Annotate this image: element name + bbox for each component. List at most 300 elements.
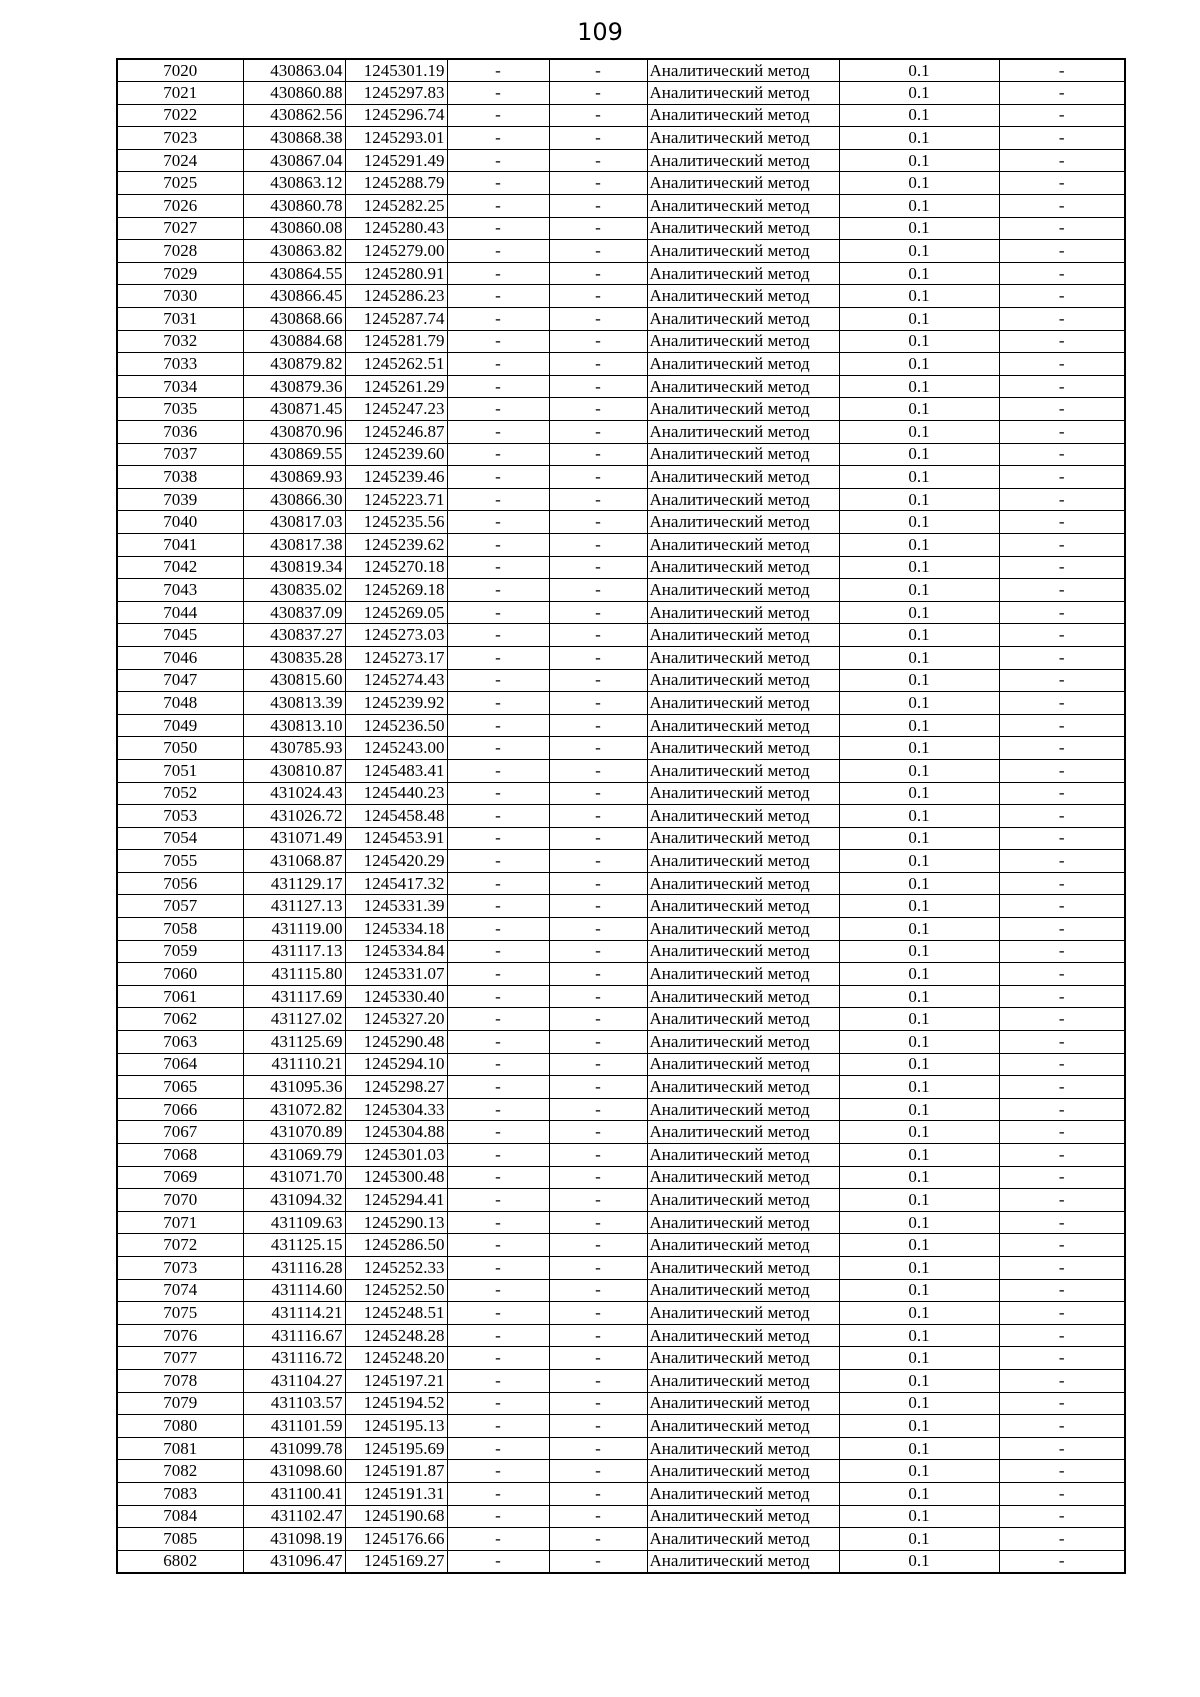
table-row <box>117 579 1125 602</box>
cell-dash-cell: - <box>447 1189 549 1212</box>
method-cell: Аналитический метод <box>647 1121 839 1144</box>
method-cell: Аналитический метод <box>647 1302 839 1325</box>
cell-dash-cell: - <box>549 1505 647 1528</box>
cell-dash-cell: - <box>549 692 647 715</box>
cell-dash-cell: - <box>549 217 647 240</box>
cell-dash-cell: - <box>549 918 647 941</box>
coord-y-cell: 1245262.51 <box>345 353 447 376</box>
coord-x-cell: 431024.43 <box>243 782 345 805</box>
method-cell: Аналитический метод <box>647 1528 839 1551</box>
cell-dash-cell: - <box>999 895 1125 918</box>
method-cell: Аналитический метод <box>647 1437 839 1460</box>
method-cell: Аналитический метод <box>647 1076 839 1099</box>
coord-y-cell: 1245297.83 <box>345 82 447 105</box>
accuracy-cell: 0.1 <box>839 149 999 172</box>
cell-dash-cell: - <box>549 714 647 737</box>
method-cell: Аналитический метод <box>647 1482 839 1505</box>
coord-x-cell: 430868.38 <box>243 127 345 150</box>
coord-x-cell: 431114.21 <box>243 1302 345 1325</box>
point-number-cell: 7076 <box>117 1324 243 1347</box>
accuracy-cell: 0.1 <box>839 714 999 737</box>
method-cell: Аналитический метод <box>647 1279 839 1302</box>
cell-dash-cell: - <box>549 872 647 895</box>
point-number-cell: 7022 <box>117 104 243 127</box>
table-row <box>117 692 1125 715</box>
cell-dash-cell: - <box>549 1098 647 1121</box>
accuracy-cell: 0.1 <box>839 1211 999 1234</box>
method-cell: Аналитический метод <box>647 533 839 556</box>
cell-dash-cell: - <box>447 1505 549 1528</box>
cell-dash-cell: - <box>447 1437 549 1460</box>
point-number-cell: 7025 <box>117 172 243 195</box>
cell-dash-cell: - <box>447 1528 549 1551</box>
cell-dash-cell: - <box>549 1392 647 1415</box>
cell-dash-cell: - <box>999 1415 1125 1438</box>
cell-dash-cell: - <box>447 646 549 669</box>
coord-x-cell: 431115.80 <box>243 963 345 986</box>
cell-dash-cell: - <box>447 963 549 986</box>
cell-dash-cell: - <box>999 692 1125 715</box>
cell-dash-cell: - <box>447 240 549 263</box>
cell-dash-cell: - <box>447 172 549 195</box>
table-row <box>117 985 1125 1008</box>
coord-y-cell: 1245294.10 <box>345 1053 447 1076</box>
table-row <box>117 1098 1125 1121</box>
method-cell: Аналитический метод <box>647 759 839 782</box>
table-row <box>117 1256 1125 1279</box>
cell-dash-cell: - <box>999 646 1125 669</box>
cell-dash-cell: - <box>447 1121 549 1144</box>
table-row <box>117 646 1125 669</box>
cell-dash-cell: - <box>999 285 1125 308</box>
accuracy-cell: 0.1 <box>839 985 999 1008</box>
cell-dash-cell: - <box>999 1211 1125 1234</box>
accuracy-cell: 0.1 <box>839 579 999 602</box>
cell-dash-cell: - <box>549 759 647 782</box>
point-number-cell: 7073 <box>117 1256 243 1279</box>
cell-dash-cell: - <box>447 624 549 647</box>
cell-dash-cell: - <box>447 1369 549 1392</box>
accuracy-cell: 0.1 <box>839 850 999 873</box>
table-row <box>117 1302 1125 1325</box>
point-number-cell: 7029 <box>117 262 243 285</box>
cell-dash-cell: - <box>447 330 549 353</box>
cell-dash-cell: - <box>549 466 647 489</box>
coord-x-cell: 431129.17 <box>243 872 345 895</box>
cell-dash-cell: - <box>447 82 549 105</box>
method-cell: Аналитический метод <box>647 985 839 1008</box>
accuracy-cell: 0.1 <box>839 759 999 782</box>
coord-y-cell: 1245246.87 <box>345 421 447 444</box>
accuracy-cell: 0.1 <box>839 1482 999 1505</box>
table-row <box>117 1031 1125 1054</box>
method-cell: Аналитический метод <box>647 1460 839 1483</box>
point-number-cell: 7084 <box>117 1505 243 1528</box>
cell-dash-cell: - <box>999 872 1125 895</box>
cell-dash-cell: - <box>447 872 549 895</box>
cell-dash-cell: - <box>999 1505 1125 1528</box>
cell-dash-cell: - <box>447 127 549 150</box>
point-number-cell: 7063 <box>117 1031 243 1054</box>
coord-x-cell: 430817.03 <box>243 511 345 534</box>
cell-dash-cell: - <box>999 59 1125 82</box>
accuracy-cell: 0.1 <box>839 195 999 218</box>
accuracy-cell: 0.1 <box>839 1528 999 1551</box>
point-number-cell: 7069 <box>117 1166 243 1189</box>
point-number-cell: 7079 <box>117 1392 243 1415</box>
point-number-cell: 7070 <box>117 1189 243 1212</box>
table-row <box>117 511 1125 534</box>
coord-y-cell: 1245290.13 <box>345 1211 447 1234</box>
coord-y-cell: 1245235.56 <box>345 511 447 534</box>
table-row <box>117 737 1125 760</box>
point-number-cell: 7041 <box>117 533 243 556</box>
point-number-cell: 7043 <box>117 579 243 602</box>
accuracy-cell: 0.1 <box>839 692 999 715</box>
accuracy-cell: 0.1 <box>839 533 999 556</box>
cell-dash-cell: - <box>549 1144 647 1167</box>
method-cell: Аналитический метод <box>647 1211 839 1234</box>
coord-x-cell: 430879.36 <box>243 375 345 398</box>
accuracy-cell: 0.1 <box>839 872 999 895</box>
table-row <box>117 398 1125 421</box>
cell-dash-cell: - <box>447 895 549 918</box>
point-number-cell: 7060 <box>117 963 243 986</box>
method-cell: Аналитический метод <box>647 127 839 150</box>
accuracy-cell: 0.1 <box>839 1415 999 1438</box>
cell-dash-cell: - <box>999 1482 1125 1505</box>
cell-dash-cell: - <box>999 805 1125 828</box>
cell-dash-cell: - <box>447 1008 549 1031</box>
cell-dash-cell: - <box>447 805 549 828</box>
cell-dash-cell: - <box>999 1460 1125 1483</box>
point-number-cell: 7026 <box>117 195 243 218</box>
cell-dash-cell: - <box>447 285 549 308</box>
coord-x-cell: 431104.27 <box>243 1369 345 1392</box>
table-row <box>117 1279 1125 1302</box>
cell-dash-cell: - <box>999 1053 1125 1076</box>
cell-dash-cell: - <box>999 1166 1125 1189</box>
point-number-cell: 7072 <box>117 1234 243 1257</box>
coord-x-cell: 431117.13 <box>243 940 345 963</box>
cell-dash-cell: - <box>999 421 1125 444</box>
point-number-cell: 7020 <box>117 59 243 82</box>
cell-dash-cell: - <box>447 1415 549 1438</box>
cell-dash-cell: - <box>549 375 647 398</box>
cell-dash-cell: - <box>447 1347 549 1370</box>
table-row <box>117 217 1125 240</box>
coord-x-cell: 430835.28 <box>243 646 345 669</box>
method-cell: Аналитический метод <box>647 827 839 850</box>
cell-dash-cell: - <box>999 398 1125 421</box>
coord-y-cell: 1245440.23 <box>345 782 447 805</box>
coord-y-cell: 1245334.18 <box>345 918 447 941</box>
point-number-cell: 7078 <box>117 1369 243 1392</box>
point-number-cell: 7053 <box>117 805 243 828</box>
coord-x-cell: 430869.55 <box>243 443 345 466</box>
cell-dash-cell: - <box>999 511 1125 534</box>
cell-dash-cell: - <box>999 940 1125 963</box>
cell-dash-cell: - <box>549 1482 647 1505</box>
coord-y-cell: 1245293.01 <box>345 127 447 150</box>
accuracy-cell: 0.1 <box>839 1302 999 1325</box>
cell-dash-cell: - <box>549 737 647 760</box>
coord-x-cell: 431110.21 <box>243 1053 345 1076</box>
cell-dash-cell: - <box>999 195 1125 218</box>
cell-dash-cell: - <box>447 1166 549 1189</box>
table-row <box>117 827 1125 850</box>
coord-y-cell: 1245273.17 <box>345 646 447 669</box>
table-row <box>117 330 1125 353</box>
accuracy-cell: 0.1 <box>839 782 999 805</box>
cell-dash-cell: - <box>999 1369 1125 1392</box>
cell-dash-cell: - <box>999 579 1125 602</box>
cell-dash-cell: - <box>549 963 647 986</box>
coord-y-cell: 1245300.48 <box>345 1166 447 1189</box>
coord-y-cell: 1245298.27 <box>345 1076 447 1099</box>
cell-dash-cell: - <box>447 850 549 873</box>
point-number-cell: 7071 <box>117 1211 243 1234</box>
cell-dash-cell: - <box>999 217 1125 240</box>
cell-dash-cell: - <box>447 217 549 240</box>
cell-dash-cell: - <box>999 240 1125 263</box>
method-cell: Аналитический метод <box>647 195 839 218</box>
cell-dash-cell: - <box>549 1279 647 1302</box>
coord-y-cell: 1245290.48 <box>345 1031 447 1054</box>
cell-dash-cell: - <box>447 466 549 489</box>
table-row <box>117 104 1125 127</box>
cell-dash-cell: - <box>549 782 647 805</box>
point-number-cell: 7059 <box>117 940 243 963</box>
cell-dash-cell: - <box>549 1053 647 1076</box>
point-number-cell: 7068 <box>117 1144 243 1167</box>
method-cell: Аналитический метод <box>647 1189 839 1212</box>
accuracy-cell: 0.1 <box>839 624 999 647</box>
table-row <box>117 1076 1125 1099</box>
accuracy-cell: 0.1 <box>839 1279 999 1302</box>
cell-dash-cell: - <box>999 1076 1125 1099</box>
cell-dash-cell: - <box>549 1031 647 1054</box>
coord-x-cell: 431101.59 <box>243 1415 345 1438</box>
method-cell: Аналитический метод <box>647 353 839 376</box>
cell-dash-cell: - <box>999 1324 1125 1347</box>
coord-y-cell: 1245190.68 <box>345 1505 447 1528</box>
coord-y-cell: 1245194.52 <box>345 1392 447 1415</box>
cell-dash-cell: - <box>999 353 1125 376</box>
accuracy-cell: 0.1 <box>839 421 999 444</box>
cell-dash-cell: - <box>549 1528 647 1551</box>
cell-dash-cell: - <box>549 1211 647 1234</box>
coord-x-cell: 430879.82 <box>243 353 345 376</box>
cell-dash-cell: - <box>447 308 549 331</box>
cell-dash-cell: - <box>549 330 647 353</box>
table-row <box>117 1211 1125 1234</box>
coord-y-cell: 1245331.39 <box>345 895 447 918</box>
point-number-cell: 7021 <box>117 82 243 105</box>
method-cell: Аналитический метод <box>647 1324 839 1347</box>
coord-x-cell: 430868.66 <box>243 308 345 331</box>
cell-dash-cell: - <box>999 1144 1125 1167</box>
cell-dash-cell: - <box>447 1234 549 1257</box>
table-row <box>117 872 1125 895</box>
accuracy-cell: 0.1 <box>839 805 999 828</box>
table-row <box>117 1053 1125 1076</box>
cell-dash-cell: - <box>999 827 1125 850</box>
coord-y-cell: 1245197.21 <box>345 1369 447 1392</box>
accuracy-cell: 0.1 <box>839 556 999 579</box>
coord-y-cell: 1245458.48 <box>345 805 447 828</box>
coord-y-cell: 1245304.33 <box>345 1098 447 1121</box>
method-cell: Аналитический метод <box>647 669 839 692</box>
coord-x-cell: 431072.82 <box>243 1098 345 1121</box>
cell-dash-cell: - <box>549 1008 647 1031</box>
table-row <box>117 624 1125 647</box>
coord-y-cell: 1245239.62 <box>345 533 447 556</box>
coord-x-cell: 430815.60 <box>243 669 345 692</box>
coord-x-cell: 430871.45 <box>243 398 345 421</box>
cell-dash-cell: - <box>999 1437 1125 1460</box>
accuracy-cell: 0.1 <box>839 1347 999 1370</box>
method-cell: Аналитический метод <box>647 488 839 511</box>
point-number-cell: 7034 <box>117 375 243 398</box>
table-row <box>117 59 1125 82</box>
coord-y-cell: 1245274.43 <box>345 669 447 692</box>
coord-y-cell: 1245252.33 <box>345 1256 447 1279</box>
table-row <box>117 308 1125 331</box>
coord-y-cell: 1245330.40 <box>345 985 447 1008</box>
coord-x-cell: 431125.69 <box>243 1031 345 1054</box>
accuracy-cell: 0.1 <box>839 172 999 195</box>
method-cell: Аналитический метод <box>647 872 839 895</box>
cell-dash-cell: - <box>999 714 1125 737</box>
cell-dash-cell: - <box>999 985 1125 1008</box>
method-cell: Аналитический метод <box>647 782 839 805</box>
cell-dash-cell: - <box>549 398 647 421</box>
method-cell: Аналитический метод <box>647 285 839 308</box>
cell-dash-cell: - <box>999 1121 1125 1144</box>
cell-dash-cell: - <box>549 1550 647 1573</box>
point-number-cell: 7067 <box>117 1121 243 1144</box>
cell-dash-cell: - <box>447 1256 549 1279</box>
coord-y-cell: 1245243.00 <box>345 737 447 760</box>
table-row <box>117 172 1125 195</box>
coord-x-cell: 431127.02 <box>243 1008 345 1031</box>
cell-dash-cell: - <box>999 172 1125 195</box>
accuracy-cell: 0.1 <box>839 285 999 308</box>
coord-y-cell: 1245195.69 <box>345 1437 447 1460</box>
method-cell: Аналитический метод <box>647 714 839 737</box>
coord-x-cell: 431098.60 <box>243 1460 345 1483</box>
cell-dash-cell: - <box>999 782 1125 805</box>
coord-y-cell: 1245417.32 <box>345 872 447 895</box>
cell-dash-cell: - <box>447 511 549 534</box>
coord-x-cell: 430835.02 <box>243 579 345 602</box>
cell-dash-cell: - <box>999 330 1125 353</box>
cell-dash-cell: - <box>549 579 647 602</box>
coord-x-cell: 430819.34 <box>243 556 345 579</box>
cell-dash-cell: - <box>447 714 549 737</box>
accuracy-cell: 0.1 <box>839 918 999 941</box>
table-row <box>117 714 1125 737</box>
accuracy-cell: 0.1 <box>839 827 999 850</box>
coord-y-cell: 1245195.13 <box>345 1415 447 1438</box>
accuracy-cell: 0.1 <box>839 82 999 105</box>
coord-y-cell: 1245239.46 <box>345 466 447 489</box>
point-number-cell: 7085 <box>117 1528 243 1551</box>
point-number-cell: 7028 <box>117 240 243 263</box>
cell-dash-cell: - <box>999 669 1125 692</box>
point-number-cell: 7082 <box>117 1460 243 1483</box>
cell-dash-cell: - <box>549 1189 647 1212</box>
cell-dash-cell: - <box>999 127 1125 150</box>
cell-dash-cell: - <box>447 692 549 715</box>
coord-y-cell: 1245239.92 <box>345 692 447 715</box>
coord-y-cell: 1245288.79 <box>345 172 447 195</box>
cell-dash-cell: - <box>447 985 549 1008</box>
coord-x-cell: 430810.87 <box>243 759 345 782</box>
table-row <box>117 782 1125 805</box>
point-number-cell: 7062 <box>117 1008 243 1031</box>
coord-x-cell: 430860.78 <box>243 195 345 218</box>
method-cell: Аналитический метод <box>647 963 839 986</box>
accuracy-cell: 0.1 <box>839 646 999 669</box>
table-row <box>117 918 1125 941</box>
cell-dash-cell: - <box>549 127 647 150</box>
cell-dash-cell: - <box>549 940 647 963</box>
point-number-cell: 7038 <box>117 466 243 489</box>
coord-x-cell: 430813.10 <box>243 714 345 737</box>
table-row <box>117 1189 1125 1212</box>
accuracy-cell: 0.1 <box>839 601 999 624</box>
table-row <box>117 240 1125 263</box>
coord-x-cell: 430817.38 <box>243 533 345 556</box>
coord-x-cell: 431116.28 <box>243 1256 345 1279</box>
table-row <box>117 1550 1125 1573</box>
table-row <box>117 759 1125 782</box>
coord-y-cell: 1245453.91 <box>345 827 447 850</box>
method-cell: Аналитический метод <box>647 1369 839 1392</box>
table-row <box>117 895 1125 918</box>
cell-dash-cell: - <box>999 149 1125 172</box>
cell-dash-cell: - <box>999 82 1125 105</box>
cell-dash-cell: - <box>447 195 549 218</box>
cell-dash-cell: - <box>549 240 647 263</box>
point-number-cell: 7031 <box>117 308 243 331</box>
point-number-cell: 7023 <box>117 127 243 150</box>
coord-x-cell: 430870.96 <box>243 421 345 444</box>
method-cell: Аналитический метод <box>647 1415 839 1438</box>
cell-dash-cell: - <box>999 1347 1125 1370</box>
table-row <box>117 533 1125 556</box>
cell-dash-cell: - <box>447 1031 549 1054</box>
accuracy-cell: 0.1 <box>839 59 999 82</box>
method-cell: Аналитический метод <box>647 59 839 82</box>
cell-dash-cell: - <box>549 308 647 331</box>
cell-dash-cell: - <box>999 556 1125 579</box>
coord-y-cell: 1245239.60 <box>345 443 447 466</box>
coord-x-cell: 431102.47 <box>243 1505 345 1528</box>
cell-dash-cell: - <box>549 850 647 873</box>
table-row <box>117 1121 1125 1144</box>
coord-x-cell: 431070.89 <box>243 1121 345 1144</box>
cell-dash-cell: - <box>447 533 549 556</box>
accuracy-cell: 0.1 <box>839 1460 999 1483</box>
table-row <box>117 1008 1125 1031</box>
cell-dash-cell: - <box>999 1528 1125 1551</box>
accuracy-cell: 0.1 <box>839 1076 999 1099</box>
cell-dash-cell: - <box>999 1392 1125 1415</box>
cell-dash-cell: - <box>447 375 549 398</box>
